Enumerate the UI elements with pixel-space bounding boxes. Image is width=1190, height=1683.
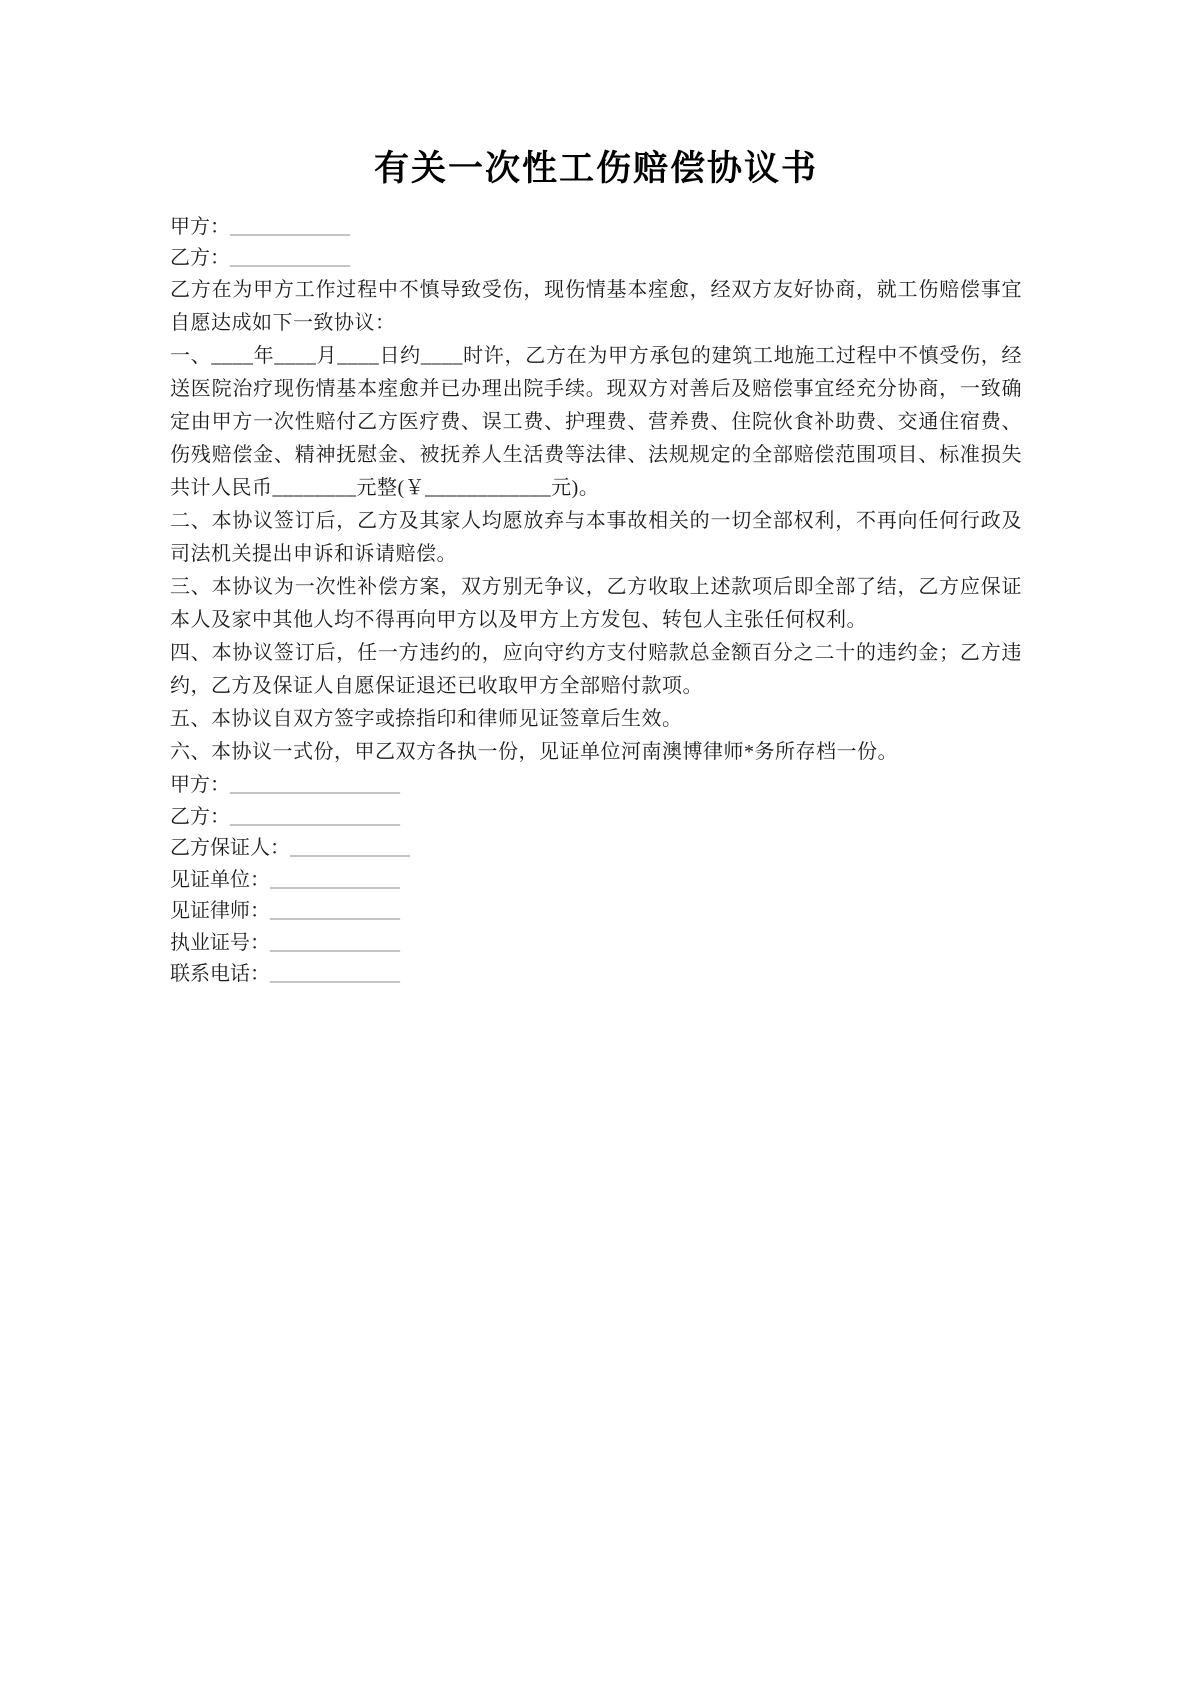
signature-party-b-blank-line: _________________ (230, 805, 400, 828)
clause-6: 六、本协议一式份，甲乙双方各执一份，见证单位河南澳博律师*务所存档一份。 (170, 741, 898, 763)
signature-party-b-label: 乙方： (170, 805, 230, 828)
witness-unit-label: 见证单位： (170, 868, 270, 891)
clause-4: 四、本协议签订后，任一方违约的，应向守约方支付赔款总金额百分之二十的违约金；乙方违约，乙方及保证人自愿保证退还已收取甲方全部赔付款项。 (170, 642, 1022, 697)
party-a-label: 甲方： (170, 216, 230, 238)
signature-field-contact-phone (170, 959, 1022, 991)
party-a-header-line (170, 212, 1022, 243)
signature-field-witness-unit (170, 865, 1022, 897)
signature-field-witness-lawyer (170, 896, 1022, 928)
clause-1: 一、____年____月____日约____时许，乙方在为甲方承包的建筑工地施工过程中不慎受伤，经送医院治疗现伤情基本痓愈并已办理出院手续。现双方对善后及赔偿事宜经充分协商，一致确定由甲方一次性赔付乙方医疗费、误工费、护理费、营养费、住院伙食补助费、交通住宿费、伤残赔偿金、精神抚慰金、被抚养人生活费等法律、法规规定的全部赔偿范围项目、标准损失共计人民币________元整(￥____________元)。 (170, 345, 1022, 499)
clause-5: 五、本协议自双方签字或捺指印和律师见证签章后生效。 (170, 708, 683, 730)
signature-field-party-b (170, 802, 1022, 834)
signature-block (170, 770, 1022, 991)
guarantor-blank-line: ____________ (290, 837, 410, 859)
witness-lawyer-label: 见证律师： (170, 900, 270, 922)
party-b-label: 乙方： (170, 247, 230, 269)
intro-paragraph: 乙方在为甲方工作过程中不慎导致受伤，现伤情基本痓愈，经双方友好协商，就工伤赔偿事宜自愿达成如下一致协议： (170, 279, 1022, 334)
document-title: 有关一次性工伤赔偿协议书 (373, 149, 818, 188)
license-number-blank-line: _____________ (270, 931, 400, 954)
signature-field-license-number (170, 928, 1022, 960)
witness-lawyer-blank-line: _____________ (270, 900, 400, 922)
party-a-blank-line: ____________ (230, 216, 350, 238)
signature-field-party-a (170, 770, 1022, 802)
party-b-header-line (170, 243, 1022, 274)
witness-unit-blank-line: _____________ (270, 868, 400, 891)
signature-field-party-b-guarantor (170, 833, 1022, 865)
signature-party-a-label: 甲方： (170, 774, 230, 796)
signature-party-a-blank-line: _________________ (230, 774, 400, 796)
license-number-label: 执业证号： (170, 931, 270, 954)
contact-phone-label: 联系电话： (170, 963, 270, 985)
clause-2: 二、本协议签订后，乙方及其家人均愿放弃与本事故相关的一切全部权利，不再向任何行政及司法机关提出申诉和诉请赔偿。 (170, 510, 1022, 565)
document-content (170, 146, 1022, 991)
contact-phone-blank-line: _____________ (270, 963, 400, 985)
party-b-blank-line: ____________ (230, 247, 350, 269)
guarantor-label: 乙方保证人： (170, 837, 290, 859)
clause-3: 三、本协议为一次性补偿方案，双方别无争议，乙方收取上述款项后即全部了结，乙方应保证本人及家中其他人均不得再向甲方以及甲方上方发包、转包人主张任何权利。 (170, 576, 1022, 631)
